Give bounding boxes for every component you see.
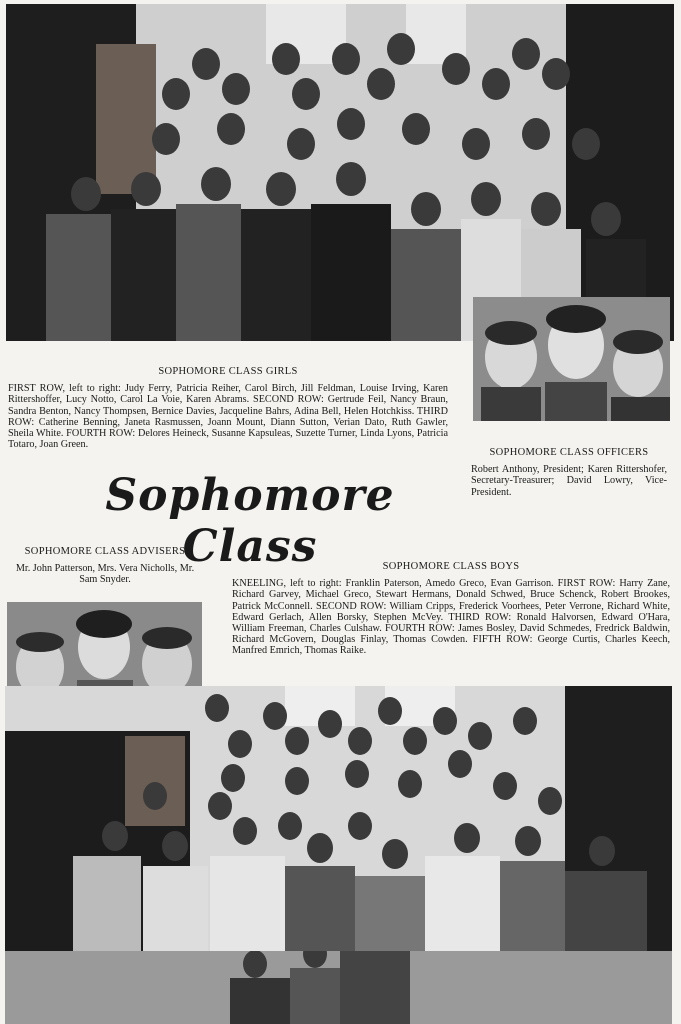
page-title: Sophomore Class — [105, 470, 395, 572]
girls-names: FIRST ROW, left to right: Judy Ferry, Patricia Reiher, Carol Birch, Jill Feldman, Louise Irving, Karen Rittershoffer, Lucy Notto, Carol La Voie, Karen Abrams. SECOND ROW: Gertrude Feil, Nancy Braun, Sandra Benton, Nancy Thompsen, Bernice Davies, Jacqueline Bahrs, Adina Bell, Helen Hotchkiss. THIRD ROW: Catherine Benning, Janeta Rasmussen, Joann Mount, Diann Sutton, Verian Dato, Ruth Gawler, Sheila White. FOURTH ROW: Delores Heineck, Susanne Kapsuleas, Suzette Turner, Linda Lyons, Patricia Totaro, Joan Green. — [8, 383, 448, 451]
boys-heading: SOPHOMORE CLASS BOYS — [382, 561, 520, 572]
boys-group-photo — [5, 686, 672, 1024]
advisers-heading: SOPHOMORE CLASS ADVISERS — [24, 546, 186, 557]
advisers-caption — [8, 546, 202, 586]
officers-caption — [471, 447, 667, 498]
officers-names: Robert Anthony, President; Karen Rittershofer, Secretary-Treasurer; David Lowry, Vice-President. — [471, 464, 667, 498]
boys-caption — [232, 561, 670, 657]
boys-names: KNEELING, left to right: Franklin Paterson, Amedo Greco, Evan Garrison. FIRST ROW: Harry Zane, Richard Garvey, Michael Greco, Stewart Hermans, Donald Schwed, Bruce Schenck, Robert Brookes, Patrick McConnell. SECOND ROW: William Cripps, Frederick Voorhees, Peter Verrone, Richard White, Edward Gerlach, Allen Borsky, Stephen McVey. THIRD ROW: Ronald Halvorsen, Edward O'Hara, William Freeman, Charles Culshaw. FOURTH ROW: James Bosley, David Schmedes, Fredrick Baldwin, Richard McGovern, Douglas Finlay, Thomas Cowden. FIFTH ROW: George Curtis, Charles Keech, Manfred Emrich, Thomas Raike. — [232, 578, 670, 657]
officers-photo — [473, 297, 670, 421]
advisers-names: Mr. John Patterson, Mrs. Vera Nicholls, Mr. Sam Snyder. — [15, 563, 195, 586]
girls-group-photo — [6, 4, 674, 341]
girls-caption — [8, 366, 448, 450]
officers-heading: SOPHOMORE CLASS OFFICERS — [489, 447, 649, 458]
girls-heading: SOPHOMORE CLASS GIRLS — [158, 366, 298, 377]
